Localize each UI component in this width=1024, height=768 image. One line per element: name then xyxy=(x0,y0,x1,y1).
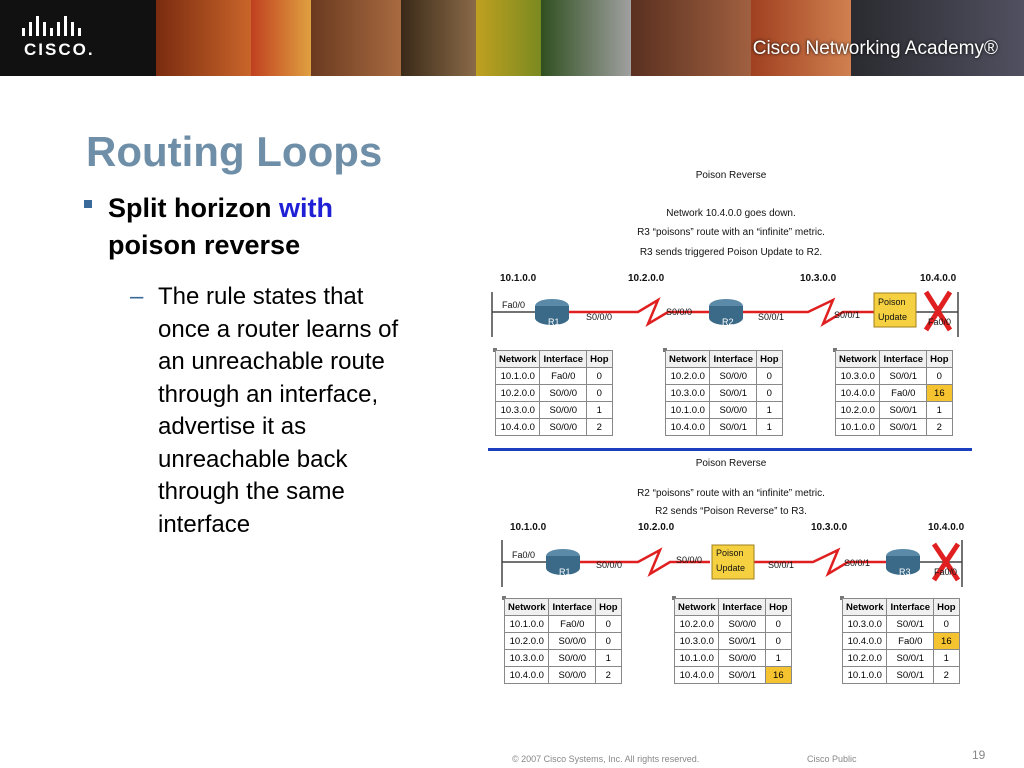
interface-label: S0/0/0 xyxy=(666,307,693,317)
table-cell: Network xyxy=(843,599,887,616)
router-label: R3 xyxy=(899,567,911,577)
table-cell: S0/0/1 xyxy=(710,385,757,402)
sub-bullet-line: through the same xyxy=(158,478,345,505)
bottom-diagram-title: Poison Reverse xyxy=(695,458,767,469)
table-row xyxy=(496,368,613,385)
update-label: Update xyxy=(716,563,746,573)
table-cell: 10.3.0.0 xyxy=(505,650,549,667)
table-cell: Hop xyxy=(927,351,952,368)
table-cell: 10.2.0.0 xyxy=(666,368,710,385)
header-banner xyxy=(0,0,1024,76)
table-row xyxy=(675,667,792,684)
table-cell: 2 xyxy=(596,667,621,684)
table-cell: Interface xyxy=(719,599,766,616)
table-cell: Network xyxy=(675,599,719,616)
table-cell: 10.2.0.0 xyxy=(836,402,880,419)
table-cell: Interface xyxy=(710,351,757,368)
table-cell: Network xyxy=(836,351,880,368)
cisco-wordmark: CISCO. xyxy=(24,40,95,59)
table-cell: 10.4.0.0 xyxy=(836,385,880,402)
table-cell: 10.2.0.0 xyxy=(496,385,540,402)
table-cell: 1 xyxy=(766,650,791,667)
table-header-row xyxy=(505,599,622,616)
table-cell: 0 xyxy=(596,616,621,633)
top-diagram-note: R3 “poisons” route with an “infinite” metric. xyxy=(637,227,825,238)
table-cell: 2 xyxy=(927,419,952,436)
table-cell: S0/0/1 xyxy=(710,419,757,436)
table-cell: 16 xyxy=(766,667,791,684)
interface-label: Fa0/0 xyxy=(512,550,536,560)
table-row xyxy=(675,616,792,633)
table-cell: 0 xyxy=(596,633,621,650)
top-diagram-note: R3 sends triggered Poison Update to R2. xyxy=(639,247,823,258)
table-cell: S0/0/1 xyxy=(719,667,766,684)
table-row xyxy=(666,385,783,402)
table-cell: Interface xyxy=(540,351,587,368)
top-network-label: 10.3.0.0 xyxy=(800,273,837,284)
table-cell: 10.2.0.0 xyxy=(675,616,719,633)
table-row xyxy=(496,419,613,436)
table-cell: S0/0/1 xyxy=(887,650,934,667)
table-row xyxy=(836,419,953,436)
table-row xyxy=(836,402,953,419)
bullet-highlight: with xyxy=(278,193,333,223)
table-cell: 10.3.0.0 xyxy=(675,633,719,650)
sub-bullet xyxy=(128,281,458,541)
table-cell: S0/0/0 xyxy=(549,650,596,667)
table-cell: 1 xyxy=(934,650,959,667)
sub-bullet-line: unreachable back xyxy=(158,445,348,473)
interface-label: S0/0/0 xyxy=(596,560,623,570)
sub-bullet-line: an unreachable route xyxy=(158,348,385,375)
table-cell: Fa0/0 xyxy=(880,385,927,402)
table-cell: 10.3.0.0 xyxy=(666,385,710,402)
router-label: R1 xyxy=(559,567,571,577)
table-cell: 10.1.0.0 xyxy=(675,650,719,667)
footer-classification: Cisco Public xyxy=(807,754,857,764)
table-header-row xyxy=(496,351,613,368)
table-header-row xyxy=(666,351,783,368)
table-cell: Hop xyxy=(934,599,959,616)
routing-table xyxy=(840,596,956,681)
table-row xyxy=(666,368,783,385)
table-cell: Hop xyxy=(596,599,621,616)
table-row xyxy=(666,419,783,436)
table-cell: 10.3.0.0 xyxy=(843,616,887,633)
poison-reverse-diagram xyxy=(488,162,974,690)
table-cell: S0/0/1 xyxy=(880,419,927,436)
table-row xyxy=(675,633,792,650)
bottom-topology xyxy=(488,532,974,592)
table-cell: 10.1.0.0 xyxy=(836,419,880,436)
table-row xyxy=(843,667,960,684)
table-cell: S0/0/0 xyxy=(540,385,587,402)
interface-label: Fa0/0 xyxy=(934,567,958,577)
routing-table xyxy=(663,348,779,433)
top-diagram-title: Poison Reverse xyxy=(695,170,767,181)
interface-label: Fa0/0 xyxy=(928,317,952,327)
table-cell: 1 xyxy=(927,402,952,419)
bottom-diagram-note: R2 “poisons” route with an “infinite” metric. xyxy=(637,488,825,499)
top-network-label: 10.4.0.0 xyxy=(920,273,957,284)
table-cell: S0/0/0 xyxy=(710,402,757,419)
table-cell: 1 xyxy=(757,402,782,419)
routing-table xyxy=(493,348,609,433)
table-cell: S0/0/1 xyxy=(880,402,927,419)
sub-bullet-dash: – xyxy=(130,283,144,310)
table-cell: 1 xyxy=(757,419,782,436)
top-network-label: 10.1.0.0 xyxy=(500,273,537,284)
table-cell: S0/0/0 xyxy=(710,368,757,385)
table-row xyxy=(505,633,622,650)
bullet-text-2: poison reverse xyxy=(108,230,301,260)
bottom-network-label: 10.3.0.0 xyxy=(811,522,848,533)
sub-bullet-line: once a router learns of xyxy=(158,315,399,343)
table-row xyxy=(843,633,960,650)
table-cell: S0/0/0 xyxy=(719,650,766,667)
table-cell: 10.2.0.0 xyxy=(843,650,887,667)
table-cell: 0 xyxy=(927,368,952,385)
bottom-network-label: 10.1.0.0 xyxy=(510,522,547,533)
table-cell: S0/0/1 xyxy=(887,616,934,633)
table-cell: Network xyxy=(505,599,549,616)
table-cell: S0/0/0 xyxy=(549,633,596,650)
update-label: Poison xyxy=(878,297,906,307)
table-cell: S0/0/1 xyxy=(719,633,766,650)
table-row xyxy=(496,385,613,402)
table-cell: S0/0/0 xyxy=(549,667,596,684)
slide-title: Routing Loops xyxy=(86,128,383,175)
update-label: Poison xyxy=(716,548,744,558)
table-cell: 16 xyxy=(934,633,959,650)
sub-bullet-line: advertise it as xyxy=(158,413,307,440)
bottom-network-label: 10.2.0.0 xyxy=(638,522,675,533)
bullet-square-icon xyxy=(84,200,92,208)
table-cell: Interface xyxy=(880,351,927,368)
top-network-label: 10.2.0.0 xyxy=(628,273,665,284)
table-cell: 2 xyxy=(934,667,959,684)
cisco-bars-icon xyxy=(22,16,81,36)
routing-table xyxy=(672,596,788,681)
table-row xyxy=(505,650,622,667)
table-cell: Network xyxy=(666,351,710,368)
table-cell: S0/0/1 xyxy=(887,667,934,684)
table-cell: S0/0/0 xyxy=(719,616,766,633)
interface-label: S0/0/0 xyxy=(676,555,703,565)
bullet-text: Split horizon xyxy=(108,193,279,223)
table-cell: Fa0/0 xyxy=(549,616,596,633)
table-header-row xyxy=(843,599,960,616)
interface-label: S0/0/0 xyxy=(586,312,613,322)
table-cell: 10.1.0.0 xyxy=(843,667,887,684)
table-cell: 0 xyxy=(757,385,782,402)
academy-title: Cisco Networking Academy® xyxy=(752,38,998,59)
router-label: R2 xyxy=(722,317,734,327)
table-cell: 10.1.0.0 xyxy=(505,616,549,633)
table-cell: Hop xyxy=(757,351,782,368)
page-number: 19 xyxy=(972,748,986,762)
table-cell: 0 xyxy=(766,616,791,633)
interface-label: S0/0/1 xyxy=(768,560,795,570)
table-row xyxy=(843,650,960,667)
table-header-row xyxy=(675,599,792,616)
router-label: R1 xyxy=(548,317,560,327)
table-cell: Interface xyxy=(887,599,934,616)
bottom-network-label: 10.4.0.0 xyxy=(928,522,965,533)
table-cell: 10.4.0.0 xyxy=(675,667,719,684)
table-row xyxy=(836,385,953,402)
table-cell: 16 xyxy=(927,385,952,402)
table-row xyxy=(675,650,792,667)
table-cell: Hop xyxy=(766,599,791,616)
table-row xyxy=(505,616,622,633)
table-cell: 0 xyxy=(587,385,612,402)
interface-label: S0/0/1 xyxy=(844,558,871,568)
bottom-diagram-note: R2 sends “Poison Reverse” to R3. xyxy=(655,506,807,517)
interface-label: S0/0/1 xyxy=(758,312,785,322)
footer-copyright: © 2007 Cisco Systems, Inc. All rights reserved. xyxy=(512,754,700,764)
table-cell: 10.2.0.0 xyxy=(505,633,549,650)
table-cell: 10.4.0.0 xyxy=(843,633,887,650)
routing-table xyxy=(833,348,949,433)
table-row xyxy=(836,368,953,385)
table-cell: 10.4.0.0 xyxy=(505,667,549,684)
sub-bullet-line: through an interface, xyxy=(158,380,379,408)
section-divider xyxy=(488,448,972,451)
sub-bullet-line: interface xyxy=(158,510,251,538)
update-label: Update xyxy=(878,312,908,322)
routing-table xyxy=(502,596,618,681)
table-cell: 0 xyxy=(587,368,612,385)
table-cell: 2 xyxy=(587,419,612,436)
table-cell: S0/0/0 xyxy=(540,419,587,436)
table-cell: 0 xyxy=(766,633,791,650)
table-cell: Hop xyxy=(587,351,612,368)
table-row xyxy=(505,667,622,684)
table-cell: 10.1.0.0 xyxy=(666,402,710,419)
table-cell: 10.4.0.0 xyxy=(496,419,540,436)
table-cell: Interface xyxy=(549,599,596,616)
table-cell: Fa0/0 xyxy=(887,633,934,650)
table-row xyxy=(843,616,960,633)
interface-label: S0/0/1 xyxy=(834,310,861,320)
sub-bullet-line: The rule states that xyxy=(158,283,364,310)
main-bullet xyxy=(84,190,444,264)
table-cell: 10.3.0.0 xyxy=(496,402,540,419)
table-cell: S0/0/0 xyxy=(540,402,587,419)
table-cell: S0/0/1 xyxy=(880,368,927,385)
table-cell: 1 xyxy=(596,650,621,667)
table-cell: 10.1.0.0 xyxy=(496,368,540,385)
table-row xyxy=(496,402,613,419)
table-cell: Network xyxy=(496,351,540,368)
table-cell: 10.4.0.0 xyxy=(666,419,710,436)
table-cell: 0 xyxy=(757,368,782,385)
table-cell: 0 xyxy=(934,616,959,633)
table-row xyxy=(666,402,783,419)
interface-label: Fa0/0 xyxy=(502,300,526,310)
top-diagram-note: Network 10.4.0.0 goes down. xyxy=(666,208,796,219)
table-cell: 10.3.0.0 xyxy=(836,368,880,385)
table-cell: 1 xyxy=(587,402,612,419)
table-cell: Fa0/0 xyxy=(540,368,587,385)
table-header-row xyxy=(836,351,953,368)
cisco-logo xyxy=(0,0,156,76)
